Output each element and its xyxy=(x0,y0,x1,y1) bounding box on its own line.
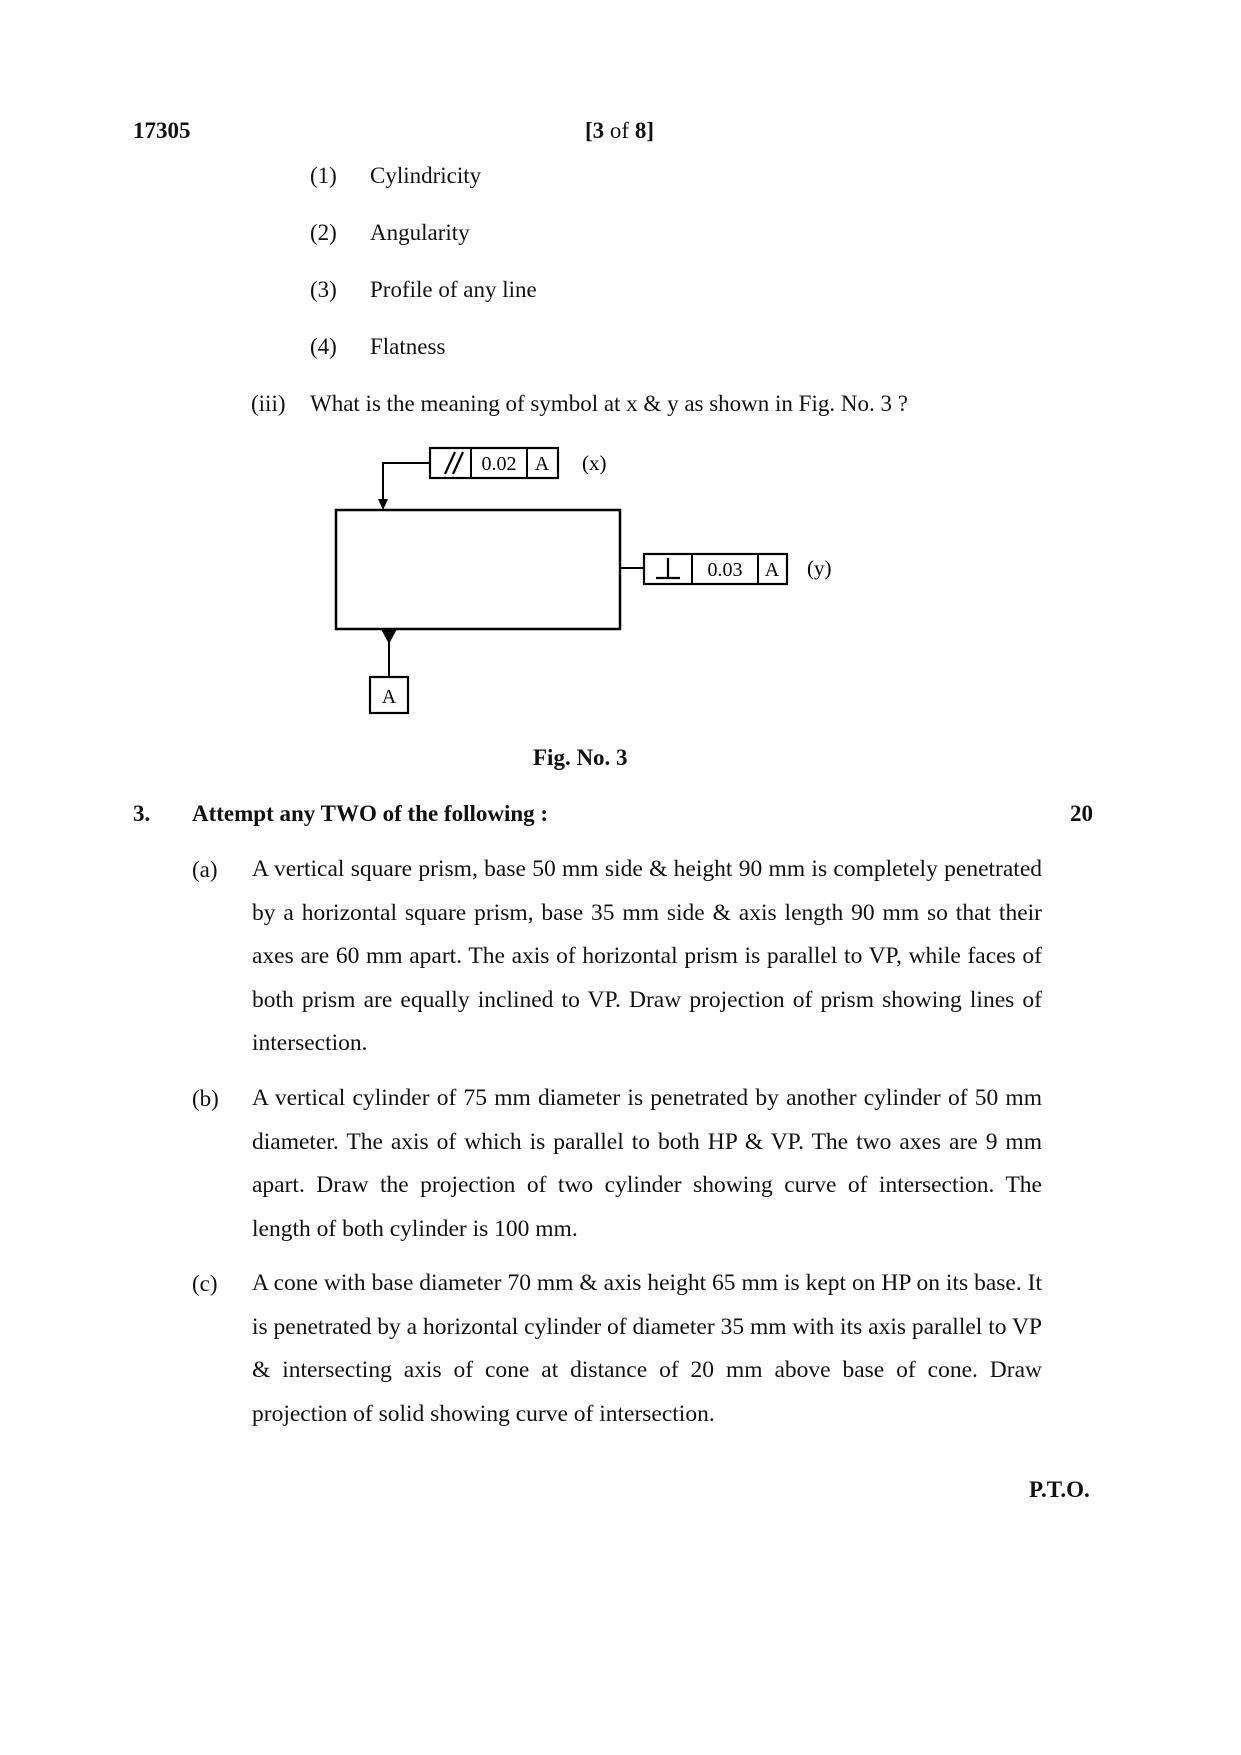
datum-box-label: A xyxy=(381,686,397,708)
frame-x-datum: A xyxy=(534,453,550,475)
frame-x-value: 0.02 xyxy=(481,453,517,475)
leader-x-arrowhead xyxy=(378,499,388,510)
figure-caption: Fig. No. 3 xyxy=(533,745,628,770)
part-a-text: A vertical square prism, base 50 mm side & height 90 mm is completely penetrated by a horizontal square prism, base 35 mm side & axis length 90 mm so that their axes are 60 mm apart. The axis of horizontal prism is parallel to VP, while faces of both prism are equally inclined to VP. Draw projection of prism showing lines of intersection. xyxy=(252,856,1042,1056)
option-number: (1) xyxy=(310,163,337,188)
part-a-label: (a) xyxy=(192,857,218,882)
question-iii-number: (iii) xyxy=(251,391,286,416)
part-c-label: (c) xyxy=(192,1271,218,1296)
option-text: Flatness xyxy=(370,334,446,359)
label-y: (y) xyxy=(807,556,832,580)
datum-triangle xyxy=(381,629,397,644)
feature-control-frame-x xyxy=(430,448,558,478)
frame-y-value: 0.03 xyxy=(707,559,743,581)
part-outline xyxy=(336,510,620,629)
question-iii-text: What is the meaning of symbol at x & y as shown in Fig. No. 3 ? xyxy=(310,391,908,416)
perpendicularity-icon xyxy=(656,558,680,578)
question-3-number: 3. xyxy=(133,801,151,826)
option-number: (4) xyxy=(310,334,337,359)
frame-y-datum: A xyxy=(764,559,780,581)
part-b-label: (b) xyxy=(192,1086,219,1111)
option-number: (3) xyxy=(310,277,337,302)
feature-control-frame-y xyxy=(644,554,787,584)
paper-code: 17305 xyxy=(133,118,191,143)
option-number: (2) xyxy=(310,220,337,245)
option-text: Profile of any line xyxy=(370,277,537,302)
leader-x xyxy=(383,463,430,500)
option-text: Angularity xyxy=(370,220,470,245)
page-indicator: [3 of 8] xyxy=(585,118,655,143)
part-b-text: A vertical cylinder of 75 mm diameter is penetrated by another cylinder of 50 mm diameter. The axis of which is parallel to both HP & VP. The two axes are 9 mm apart. Draw the projection of two cylinder showing curve of intersection. The length of both cylinder is 100 mm. xyxy=(252,1085,1042,1242)
label-x: (x) xyxy=(582,451,607,475)
question-3-title: Attempt any TWO of the following : xyxy=(192,801,549,826)
pto-label: P.T.O. xyxy=(1029,1477,1090,1502)
part-c-text: A cone with base diameter 70 mm & axis height 65 mm is kept on HP on its base. It is penetrated by a horizontal cylinder of diameter 35 mm with its axis parallel to VP & intersecting axis of cone at distance of 20 mm above base of cone. Draw projection of solid showing curve of intersection. xyxy=(252,1270,1042,1427)
question-3-marks: 20 xyxy=(1070,801,1093,826)
option-text: Cylindricity xyxy=(370,163,482,188)
